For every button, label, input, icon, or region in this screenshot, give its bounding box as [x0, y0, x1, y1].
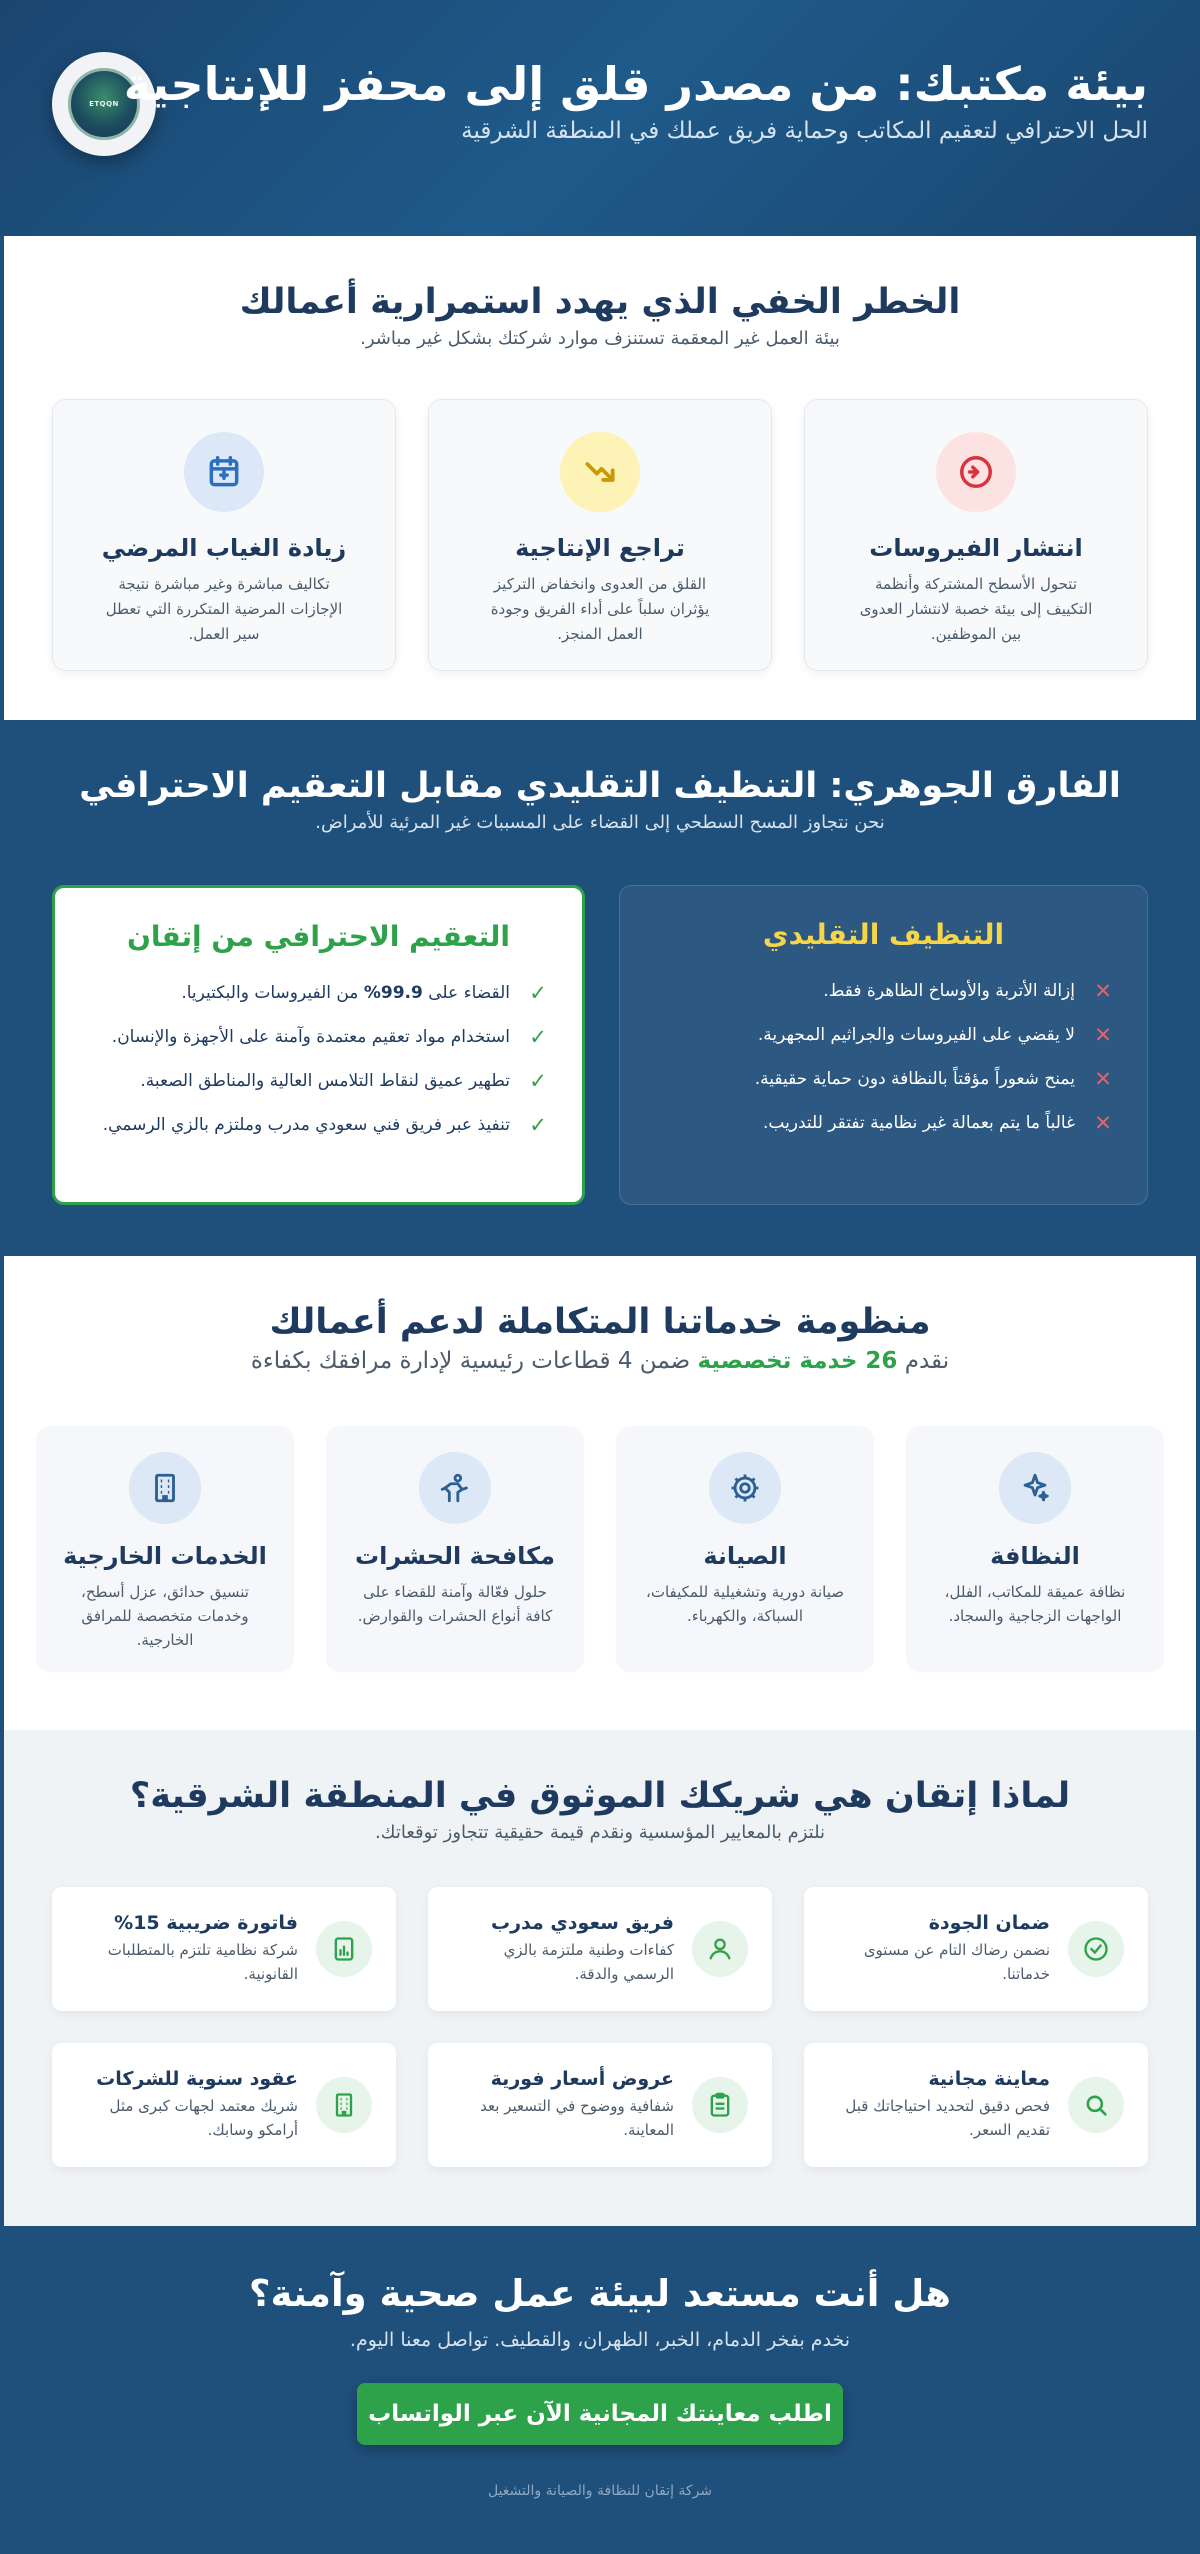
- item-text-bold: 99.9%: [363, 983, 423, 1003]
- list-item: [654, 977, 1113, 1005]
- services-subtitle-post: ضمن 4 قطاعات رئيسية لإدارة مرافقك بكفاءة: [250, 1348, 698, 1374]
- risk-card-absence: [52, 399, 396, 671]
- item-text: تنفيذ عبر فريق فني سعودي مدرب وملتزم بالزي الرسمي.: [102, 1115, 510, 1135]
- why-card-contracts: [52, 2043, 396, 2167]
- list-item: [654, 1109, 1113, 1137]
- risk-card-productivity: [428, 399, 772, 671]
- check-icon: ✓: [529, 1069, 547, 1093]
- why-desc: شريك معتمد لجهات كبرى مثل أرامكو وسابك.: [109, 2097, 298, 2139]
- service-title: مكافحة الحشرات: [355, 1542, 555, 1570]
- calendar-icon: [184, 432, 264, 512]
- trending-down-icon: [560, 432, 640, 512]
- services-title: منظومة خدماتنا المتكاملة لدعم أعمالك: [269, 1302, 931, 1342]
- services-subtitle-pre: نقدم: [897, 1348, 950, 1374]
- risks-section: [4, 236, 1196, 720]
- spray-icon: [419, 1452, 491, 1524]
- whatsapp-cta-button[interactable]: اطلب معاينتك المجانية الآن عبر الواتساب: [357, 2383, 843, 2445]
- risk-title: تراجع الإنتاجية: [515, 534, 685, 562]
- check-icon: ✓: [529, 981, 547, 1005]
- x-icon: ✕: [1094, 979, 1112, 1003]
- footer-text: شركة إتقان للنظافة والصيانة والتشغيل: [487, 2483, 713, 2499]
- service-card-external[interactable]: [36, 1426, 294, 1672]
- risk-cards: [4, 399, 1196, 671]
- why-card-inspection: [804, 2043, 1148, 2167]
- check-icon: ✓: [529, 1025, 547, 1049]
- item-text: إزالة الأتربة والأوساخ الظاهرة فقط.: [823, 981, 1075, 1001]
- why-card-invoice: [52, 1887, 396, 2011]
- why-card-quality: [804, 1887, 1148, 2011]
- services-count-highlight: 26 خدمة تخصصية: [697, 1348, 898, 1374]
- service-desc: صيانة دورية وتشغيلية للمكيفات، السباكة، والكهرباء.: [646, 1583, 844, 1625]
- why-title: عروض أسعار فورية: [490, 2068, 674, 2090]
- why-desc: فحص دقيق لتحديد احتياجاتك قبل تقديم السعر.: [845, 2097, 1050, 2139]
- clipboard-icon: [692, 2077, 748, 2133]
- item-text-post: من الفيروسات والبكتيريا.: [181, 983, 364, 1003]
- service-desc: نظافة عميقة للمكاتب، الفلل، الواجهات الزجاجية والسجاد.: [944, 1583, 1126, 1625]
- why-title: فاتورة ضريبية 15%: [114, 1912, 298, 1934]
- hero-title: بيئة مكتبك: من مصدر قلق إلى محفز للإنتاجية: [123, 57, 1148, 111]
- item-text: [181, 979, 510, 1007]
- list-item: [89, 1023, 548, 1051]
- item-text: غالباً ما يتم بعمالة غير نظامية تفتقر للتدريب.: [762, 1113, 1075, 1133]
- item-text-pre: القضاء على: [422, 983, 510, 1003]
- list-item: [89, 1067, 548, 1095]
- comparison-section: [4, 720, 1196, 1256]
- item-text: تطهير عميق لنقاط التلامس العالية والمناطق الصعبة.: [140, 1071, 510, 1091]
- service-title: النظافة: [990, 1542, 1080, 1570]
- sparkles-icon: [999, 1452, 1071, 1524]
- comparison-cards: [4, 885, 1196, 1205]
- list-item: [654, 1021, 1113, 1049]
- risk-title: انتشار الفيروسات: [869, 534, 1083, 562]
- hero-text: [124, 54, 1148, 144]
- why-desc: نضمن رضاك التام عن مستوى خدماتنا.: [863, 1941, 1050, 1983]
- why-text: [452, 2068, 674, 2142]
- chart-icon: [316, 1921, 372, 1977]
- why-title: ضمان الجودة: [928, 1912, 1050, 1934]
- list-item: [89, 979, 548, 1007]
- service-desc: تنسيق حدائق، عزل أسطح، وخدمات متخصصة للمرافق الخارجية.: [81, 1583, 249, 1649]
- service-cards: [4, 1426, 1196, 1672]
- comparison-subtitle: نحن نتجاوز المسح السطحي إلى القضاء على المسببات غير المرئية للأمراض.: [315, 812, 885, 833]
- professional-title: التعقيم الاحترافي من إتقان: [126, 920, 511, 953]
- why-desc: شركة نظامية تلتزم بالمتطلبات القانونية.: [107, 1941, 298, 1983]
- list-item: [654, 1065, 1113, 1093]
- risk-card-viruses: [804, 399, 1148, 671]
- risk-title: زيادة الغياب المرضي: [101, 534, 347, 562]
- comparison-title: الفارق الجوهري: التنظيف التقليدي مقابل التعقيم الاحترافي: [79, 766, 1121, 806]
- traditional-title: التنظيف التقليدي: [762, 918, 1005, 951]
- why-us-title: لماذا إتقان هي شريكك الموثوق في المنطقة الشرقية؟: [129, 1776, 1071, 1816]
- why-desc: شفافية ووضوح في التسعير بعد المعاينة.: [480, 2097, 674, 2139]
- check-icon: ✓: [529, 1113, 547, 1137]
- why-desc: كفاءات وطنية ملتزمة بالزي الرسمي والدقة.: [503, 1941, 674, 1983]
- search-icon: [1068, 2077, 1124, 2133]
- item-text: لا يقضي على الفيروسات والجراثيم المجهرية.: [757, 1025, 1075, 1045]
- risk-desc: تتحول الأسطح المشتركة وأنظمة التكييف إلى بيئة خصبة لانتشار العدوى بين الموظفين.: [859, 575, 1093, 643]
- item-text: استخدام مواد تعقيم معتمدة وآمنة على الأجهزة والإنسان.: [111, 1027, 510, 1047]
- service-card-cleaning[interactable]: [906, 1426, 1164, 1672]
- risks-title: الخطر الخفي الذي يهدد استمرارية أعمالك: [239, 282, 961, 322]
- virus-icon: [936, 432, 1016, 512]
- why-title: عقود سنوية للشركات: [96, 2068, 298, 2090]
- why-us-cards: [4, 1887, 1196, 2167]
- why-text: [452, 1912, 674, 1986]
- why-title: فريق سعودي مدرب: [490, 1912, 674, 1934]
- why-text: [828, 2068, 1050, 2142]
- risk-desc: تكاليف مباشرة وغير مباشرة نتيجة الإجازات المرضية المتكررة التي تعطل سير العمل.: [105, 575, 343, 643]
- why-text: [828, 1912, 1050, 1986]
- cta-subtitle: نخدم بفخر الدمام، الخبر، الظهران، والقطيف. تواصل معنا اليوم.: [349, 2329, 851, 2351]
- service-card-pest-control[interactable]: [326, 1426, 584, 1672]
- logo-text: ETQQN: [89, 100, 119, 108]
- why-text: [76, 1912, 298, 1986]
- professional-sanitization-card: [52, 885, 585, 1205]
- risk-desc: القلق من العدوى وانخفاض التركيز يؤثران سلباً على أداء الفريق وجودة العمل المنجز.: [490, 575, 710, 643]
- traditional-list: [654, 977, 1113, 1137]
- list-item: [89, 1111, 548, 1139]
- service-title: الخدمات الخارجية: [63, 1542, 267, 1570]
- x-icon: ✕: [1094, 1067, 1112, 1091]
- user-icon: [692, 1921, 748, 1977]
- cta-title: هل أنت مستعد لبيئة عمل صحية وآمنة؟: [249, 2272, 951, 2315]
- why-card-team: [428, 1887, 772, 2011]
- building-icon: [129, 1452, 201, 1524]
- why-title: معاينة مجانية: [928, 2068, 1050, 2090]
- why-us-section: [4, 1730, 1196, 2226]
- services-section: [4, 1256, 1196, 1730]
- professional-list: [89, 979, 548, 1139]
- office-icon: [316, 2077, 372, 2133]
- cta-section: [0, 2226, 1200, 2554]
- gear-icon: [709, 1452, 781, 1524]
- why-text: [76, 2068, 298, 2142]
- services-subtitle: [4, 1348, 1196, 1374]
- service-desc: حلول فعّالة وآمنة للقضاء على كافة أنواع الحشرات والقوارض.: [357, 1583, 553, 1625]
- hero-header: [0, 0, 1200, 236]
- traditional-cleaning-card: [619, 885, 1148, 1205]
- check-circle-icon: [1068, 1921, 1124, 1977]
- item-text: يمنح شعوراً مؤقتاً بالنظافة دون حماية حقيقية.: [754, 1069, 1075, 1089]
- x-icon: ✕: [1094, 1023, 1112, 1047]
- risks-subtitle: بيئة العمل غير المعقمة تستنزف موارد شركتك بشكل غير مباشر.: [360, 328, 840, 349]
- why-card-quotes: [428, 2043, 772, 2167]
- service-card-maintenance[interactable]: [616, 1426, 874, 1672]
- hero-subtitle: الحل الاحترافي لتعقيم المكاتب وحماية فريق عملك في المنطقة الشرقية: [461, 118, 1148, 144]
- service-title: الصيانة: [703, 1542, 787, 1570]
- why-us-subtitle: نلتزم بالمعايير المؤسسية ونقدم قيمة حقيقية تتجاوز توقعاتك.: [374, 1822, 826, 1843]
- x-icon: ✕: [1094, 1111, 1112, 1135]
